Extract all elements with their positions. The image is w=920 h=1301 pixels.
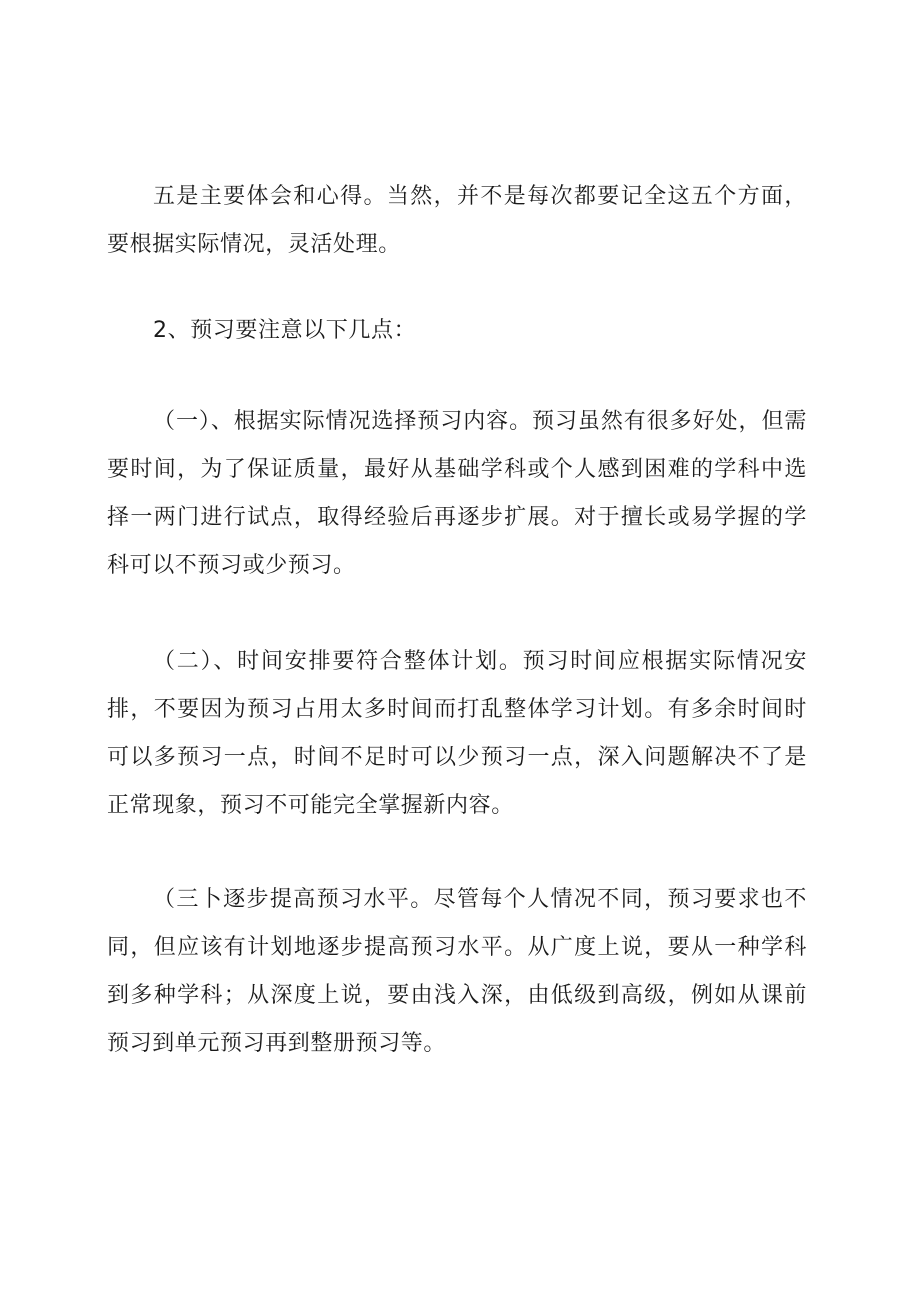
paragraph-point-one: （一）、根据实际情况选择预习内容。预习虽然有很多好处，但需要时间，为了保证质量，最好从基础学科或个人感到困难的学科中选择一两门进行试点，取得经验后再逐步扩展。对于擅长或易学握的学科可以不预习或少预习。 [107, 409, 807, 578]
section-heading-preview-points: 2、预习要注意以下几点： [153, 318, 417, 343]
paragraph-point-two: （二）、时间安排要符合整体计划。预习时间应根据实际情况安排，不要因为预习占用太多时间而打乱整体学习计划。有多余时间时可以多预习一点，时间不足时可以少预习一点，深入问题解决不了是正常现象，预习不可能完全掌握新内容。 [107, 649, 807, 818]
paragraph-point-three: （三卜逐步提高预习水平。尽管每个人情况不同，预习要求也不同，但应该有计划地逐步提高预习水平。从广度上说，要从一种学科到多种学科；从深度上说，要由浅入深，由低级到高级，例如从课前预习到单元预习再到整册预习等。 [107, 887, 807, 1056]
paragraph-summary: 五是主要体会和心得。当然，并不是每次都要记全这五个方面，要根据实际情况，灵活处理。 [107, 184, 807, 257]
